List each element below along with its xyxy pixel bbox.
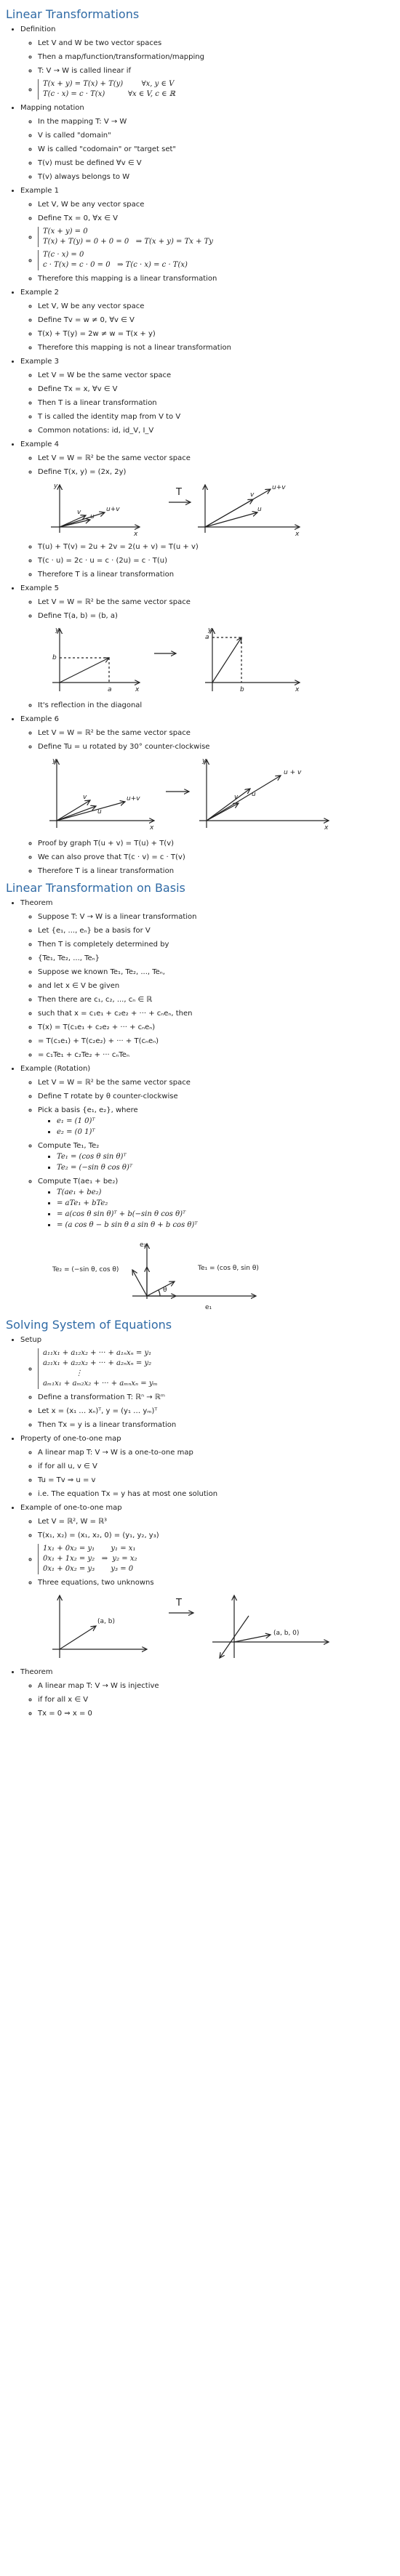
sketch-figure [38,624,396,697]
bullet-text-content: Let {e₁, ..., eₙ} be a basis for V [38,927,151,935]
formula-sublist [38,1187,396,1231]
ex4-right-x: x [295,531,300,538]
bullet-text [38,728,396,738]
sketch-item [38,755,396,835]
ex6-left-uv: u+v [127,795,140,802]
bullet-text [38,315,396,326]
topic-sublist [20,301,396,353]
bullet-text [38,329,396,339]
bullet-text-content: W is called "codomain" or "target set" [38,145,177,153]
topic-item [20,356,396,436]
bullet-text-content: = c₁Te₁ + c₂Te₂ + ··· cₙTeₙ [38,1051,129,1059]
ex6-right-uv: u + v [284,769,302,776]
section-list [6,898,396,1313]
topic-item [20,714,396,877]
ex5-right-y: y [208,627,212,634]
bullet-text [38,425,396,436]
ex6-left-u: u [97,808,102,816]
topic-item [20,439,396,580]
bullet-text-content: T(c · u) = 2c · u = c · (2u) = c · T(u) [38,557,168,565]
topic-label: Example 4 [20,440,59,448]
topic-label: Example 1 [20,187,59,195]
formula-item: ▪ T(ae₁ + be₂) [57,1187,396,1198]
bullet-text [38,1050,396,1060]
bullet-text-content: Let V, W be any vector space [38,201,145,209]
bullet-text-content: Define Tx = 0, ∀x ∈ V [38,214,118,222]
rot-te1-label: Te₁ = (cos θ, sin θ) [198,1265,259,1272]
formula-item: ▪ = aTe₁ + bTe₂ [57,1198,396,1209]
topic-item [20,287,396,353]
bullet-text [38,925,396,936]
bullet-text-content: Then a map/function/transformation/mapping [38,53,204,61]
oto-right-label: (a, b, 0) [273,1630,300,1637]
topic-item [20,898,396,1060]
formula-item: ▪ = a(cos θ sin θ)ᵀ + b(−sin θ cos θ)ᵀ [57,1209,396,1220]
ex6-left-x: x [150,824,154,832]
formula-item: ▪ = (a cos θ − b sin θ a sin θ + b cos θ)ᵀ [57,1220,396,1231]
topic-label: Example 2 [20,289,59,297]
bullet-text [38,1475,396,1486]
bullet-text [38,1681,396,1691]
bullet-text [38,911,396,922]
section-heading: Linear Transformation on Basis [6,881,185,895]
bullet-text-content: such that x = c₁e₁ + c₂e₂ + ··· + cₙeₙ, then [38,1010,193,1018]
topic-sublist [20,728,396,877]
ex4-left-v: v [77,509,81,516]
bullet-text-content: A linear map T: V → W is a one-to-one map [38,1449,193,1457]
ex4-left-x: x [134,531,138,538]
ex6-right-y: y [202,757,207,765]
bullet-text [38,967,396,978]
bullet-text [38,411,396,422]
topic-sublist [20,38,396,100]
formula-item: ▪ Te₁ = (cos θ sin θ)ᵀ [57,1151,396,1162]
topic-sublist [20,1516,396,1664]
bullet-text-content: We can also prove that T(c · v) = c · T(v) [38,853,185,861]
bullet-text-content: if for all x ∈ V [38,1696,89,1704]
formula-item: ▪ e₂ = (0 1)ᵀ [57,1127,396,1138]
ex4-right-v: v [250,491,255,499]
bullet-text-content: Therefore this mapping is a linear transformation [38,275,217,283]
bullet-text-content: T(x) + T(y) = 2w ≠ w = T(x + y) [38,330,156,338]
bullet-text-content: Therefore this mapping is not a linear transformation [38,344,231,352]
bullet-text [38,1176,396,1231]
topic-label: Theorem [20,899,53,907]
bullet-text-content: Therefore T is a linear transformation [38,571,175,579]
ex4-right-u: u [257,506,262,513]
bullet-text [38,1708,396,1719]
bullet-text [38,1140,396,1173]
bullet-text [38,569,396,580]
topic-label: Setup [20,1336,42,1344]
bullet-text-content: Let V = ℝ², W = ℝ³ [38,1518,108,1526]
ex4-left-y: y [54,483,58,490]
bullet-text [38,981,396,991]
bullet-text [38,199,396,210]
bullet-text [38,838,396,849]
bullet-text-content: Let x = (x₁ … xₙ)ᵀ, y = (y₁ … yₘ)ᵀ [38,1407,158,1415]
bullet-text-content: Define T rotate by θ counter-clockwise [38,1092,178,1100]
ex6-left-y: y [52,757,57,765]
bullet-text [38,994,396,1005]
topic-item [20,102,396,182]
bullet-text-content: T(u) + T(v) = 2u + 2v = 2(u + v) = T(u + v) [38,543,199,551]
formula-item: ▪ e₁ = (1 0)ᵀ [57,1116,396,1127]
topic-label: Example 5 [20,584,59,592]
bullet-text [38,172,396,182]
bullet-text-content: if for all u, v ∈ V [38,1462,97,1470]
bullet-text [38,342,396,353]
bullet-text-content: T(x₁, x₂) = (x₁, x₂, 0) = (y₁, y₂, y₃) [38,1531,159,1539]
ex5-left-y: y [55,627,60,634]
topic-sublist [20,1681,396,1719]
bullet-text [38,555,396,566]
bullet-text-content: Let V, W be any vector space [38,302,145,310]
topic-label: Mapping notation [20,104,84,112]
bullet-text [38,1008,396,1019]
bullet-text-content: Common notations: id, id_V, I_V [38,427,154,435]
bullet-text-content: Then Tx = y is a linear transformation [38,1421,177,1429]
sketch-figure [38,1591,396,1664]
bullet-text [38,38,396,49]
bullet-text-content: T(v) always belongs to W [38,173,130,181]
topic-sublist [20,199,396,284]
bullet-text [38,1447,396,1458]
topic-sublist [20,453,396,580]
rot-theta-label: θ [163,1287,167,1294]
sketch-item [38,480,396,539]
bullet-text [38,65,396,76]
topic-item [20,1433,396,1500]
bullet-text-content: Then T is completely determined by [38,941,169,949]
topic-sublist [20,1447,396,1500]
oto-arrow-t: T [176,1598,182,1609]
topic-item [20,24,396,100]
bullet-text [38,453,396,464]
ex4-arrow-t: T [176,487,182,498]
topic-sublist [20,1077,396,1313]
equation-system [38,1348,396,1389]
equation-system [38,250,396,270]
equation-system-text: 1x₁ + 0x₂ = y₁ y₁ = x₁ 0x₁ + 1x₂ = y₂ ⇒ y₂ = x₂ 0x₁ + 0x₂ = y₃ y₃ = 0 [38,1544,137,1574]
topic-sublist [20,1348,396,1430]
ex5-left-x: x [135,686,140,693]
ex4-left-uv: u+v [106,506,120,513]
ex4-right-uv: u+v [272,484,286,491]
bullet-text-content: T(v) must be defined ∀v ∈ V [38,159,142,167]
bullet-text [38,939,396,950]
topic-label: Example 3 [20,358,59,366]
bullet-text-content: Let V = W = ℝ² be the same vector space [38,454,191,462]
bullet-text [38,1022,396,1033]
bullet-text-content: V is called "domain" [38,132,111,140]
bullet-text-content: Let V = W = ℝ² be the same vector space [38,598,191,606]
bullet-text [38,130,396,141]
bullet-text-content: Then T is a linear transformation [38,399,157,407]
rot-e1-label: e₁ [205,1304,212,1311]
ex6-right-v: v [234,794,239,801]
bullet-text [38,301,396,312]
bullet-text [38,1577,396,1588]
bullet-text [38,116,396,127]
bullet-text-content: Define Tx = x, ∀v ∈ V [38,385,118,393]
bullet-text-content: Pick a basis {e₁, e₂}, where [38,1106,138,1114]
bullet-text-content: Let V = W = ℝ² be the same vector space [38,1079,191,1087]
bullet-text-content: Then there are c₁, c₂, ..., cₙ ∈ ℝ [38,996,153,1004]
bullet-text-content: Therefore T is a linear transformation [38,867,175,875]
bullet-text [38,1392,396,1403]
topic-label: Example of one-to-one map [20,1504,122,1512]
topic-item [20,1063,396,1313]
bullet-text-content: = T(c₁e₁) + T(c₂e₂) + ··· + T(cₙeₙ) [38,1037,159,1045]
bullet-text-content: Let V and W be two vector spaces [38,39,162,47]
bullet-text [38,52,396,63]
ex5-right-x: x [295,686,300,693]
bullet-text-content: Let V = W be the same vector space [38,371,172,379]
bullet-text [38,467,396,478]
sketch-figure [38,1233,396,1313]
equation-system [38,1544,396,1574]
scaling-sketch [38,480,314,539]
section-heading: Solving System of Equations [6,1318,172,1332]
rot-te2-label: Te₂ = (−sin θ, cos θ) [52,1266,119,1273]
bullet-text-content: Define Tv = w ≠ 0, ∀v ∈ V [38,316,135,324]
ex5-right-b: b [240,686,244,693]
ex6-right-u: u [252,791,256,798]
bullet-text [38,384,396,395]
bullet-text-content: T is called the identity map from V to V [38,413,181,421]
bullet-text-content: T: V → W is called linear if [38,67,131,75]
bullet-text [38,611,396,621]
bullet-text [38,1105,396,1138]
bullet-text [38,370,396,381]
bullet-text [38,273,396,284]
bullet-text [38,144,396,155]
rot-e2-label: e₂ [140,1241,147,1249]
bullet-text-content: Compute Te₁, Te₂ [38,1142,100,1150]
bullet-text [38,1530,396,1541]
bullet-text [38,1489,396,1500]
topic-sublist [20,911,396,1060]
bullet-text [38,1461,396,1472]
bullet-text-content: and let x ∈ V be given [38,982,120,990]
bullet-text [38,953,396,964]
topic-sublist [20,370,396,436]
basis-rotation-sketch [38,1233,343,1313]
bullet-text [38,158,396,169]
bullet-text [38,1694,396,1705]
ex5-right-a: a [205,634,209,641]
bullet-text [38,1516,396,1527]
bullet-text-content: i.e. The equation Tx = y has at most one solution [38,1490,218,1498]
bullet-text [38,213,396,224]
topic-sublist [20,116,396,182]
oto-left-label: (a, b) [97,1618,115,1625]
bullet-text-content: Define a transformation T: ℝⁿ → ℝᵐ [38,1393,165,1401]
topic-item [20,583,396,711]
equation-system-text: T(x + y) = T(x) + T(y) ∀x, y ∈ V T(c · x) = c · T(x) ∀x ∈ V, c ∈ ℝ [38,79,175,100]
formula-item: ▪ Te₂ = (−sin θ cos θ)ᵀ [57,1162,396,1173]
equation-system-text: a₁₁x₁ + a₁₂x₂ + ··· + a₁ₙxₙ = y₁ a₂₁x₁ + a₂₂x₂ + ··· + a₂ₙxₙ = y₂ ⋮ aₘ₁x₁ + aₘ₂x₂ + ··· + aₘₙxₙ = yₘ [38,1348,158,1389]
topic-label: Theorem [20,1668,53,1676]
bullet-text-content: A linear map T: V → W is injective [38,1682,159,1690]
equation-system-text: T(c · x) = 0 c · T(x) = c · 0 = 0 ⇒ T(c · x) = c · T(x) [38,250,188,270]
equation-system [38,227,396,247]
bullet-text [38,1091,396,1102]
topic-item [20,1335,396,1430]
bullet-text [38,741,396,752]
formula-sublist [38,1116,396,1138]
bullet-text-content: Compute T(ae₁ + be₂) [38,1178,119,1186]
equation-system [38,79,396,100]
bullet-text-content: Define Tu = u rotated by 30° counter-clockwise [38,743,210,751]
bullet-text [38,1406,396,1417]
bullet-text-content: Let V = W = ℝ² be the same vector space [38,729,191,737]
topic-label: Example (Rotation) [20,1065,91,1073]
sketch-figure [38,755,396,835]
bullet-text-content: Suppose T: V → W is a linear transformation [38,913,197,921]
ex4-left-u: u [90,513,95,520]
one-to-one-sketch [38,1591,343,1664]
bullet-text [38,542,396,552]
bullet-text [38,597,396,608]
bullet-text-content: It's reflection in the diagonal [38,701,143,709]
ex6-right-x: x [324,824,329,832]
topic-label: Example 6 [20,715,59,723]
sketch-figure [38,480,396,539]
sketch-item [38,624,396,697]
bullet-text [38,1077,396,1088]
topic-label: Definition [20,25,56,33]
section-list [6,1335,396,1719]
topic-item [20,1502,396,1664]
sketch-item [38,1591,396,1664]
bullet-text [38,852,396,863]
bullet-text-content: Tu = Tv ⇒ u = v [38,1476,96,1484]
topic-sublist [20,597,396,711]
section-heading: Linear Transformations [6,7,140,21]
bullet-text-content: Proof by graph T(u + v) = T(u) + T(v) [38,840,175,848]
bullet-text [38,1036,396,1047]
bullet-text [38,1420,396,1430]
topic-label: Property of one-to-one map [20,1435,121,1443]
bullet-text-content: T(x) = T(c₁e₁ + c₂e₂ + ··· + cₙeₙ) [38,1023,156,1031]
ex6-left-v: v [83,794,87,801]
topic-item [20,185,396,284]
bullet-text-content: Suppose we known Te₁, Te₂, ..., Teₙ, [38,968,165,976]
bullet-text [38,866,396,877]
bullet-text-content: Define T(a, b) = (b, a) [38,612,118,620]
equation-system-text: T(x + y) = 0 T(x) + T(y) = 0 + 0 = 0 ⇒ T(x + y) = Tx + Ty [38,227,213,247]
bullet-text-content: {Te₁, Te₂, ..., Teₙ} [38,954,100,962]
ex5-left-b: b [52,654,57,661]
ex5-left-a: a [108,686,112,693]
bullet-text [38,398,396,408]
reflection-sketch [38,624,314,697]
rotation-sketch [38,755,343,835]
bullet-text-content: Three equations, two unknowns [38,1579,154,1587]
topic-item [20,1667,396,1719]
bullet-text [38,700,396,711]
bullet-text-content: Define T(x, y) = (2x, 2y) [38,468,127,476]
sketch-item [38,1233,396,1313]
formula-sublist [38,1151,396,1173]
bullet-text-content: In the mapping T: V → W [38,118,127,126]
bullet-text-content: Tx = 0 ⇒ x = 0 [38,1710,92,1718]
section-list [6,24,396,877]
